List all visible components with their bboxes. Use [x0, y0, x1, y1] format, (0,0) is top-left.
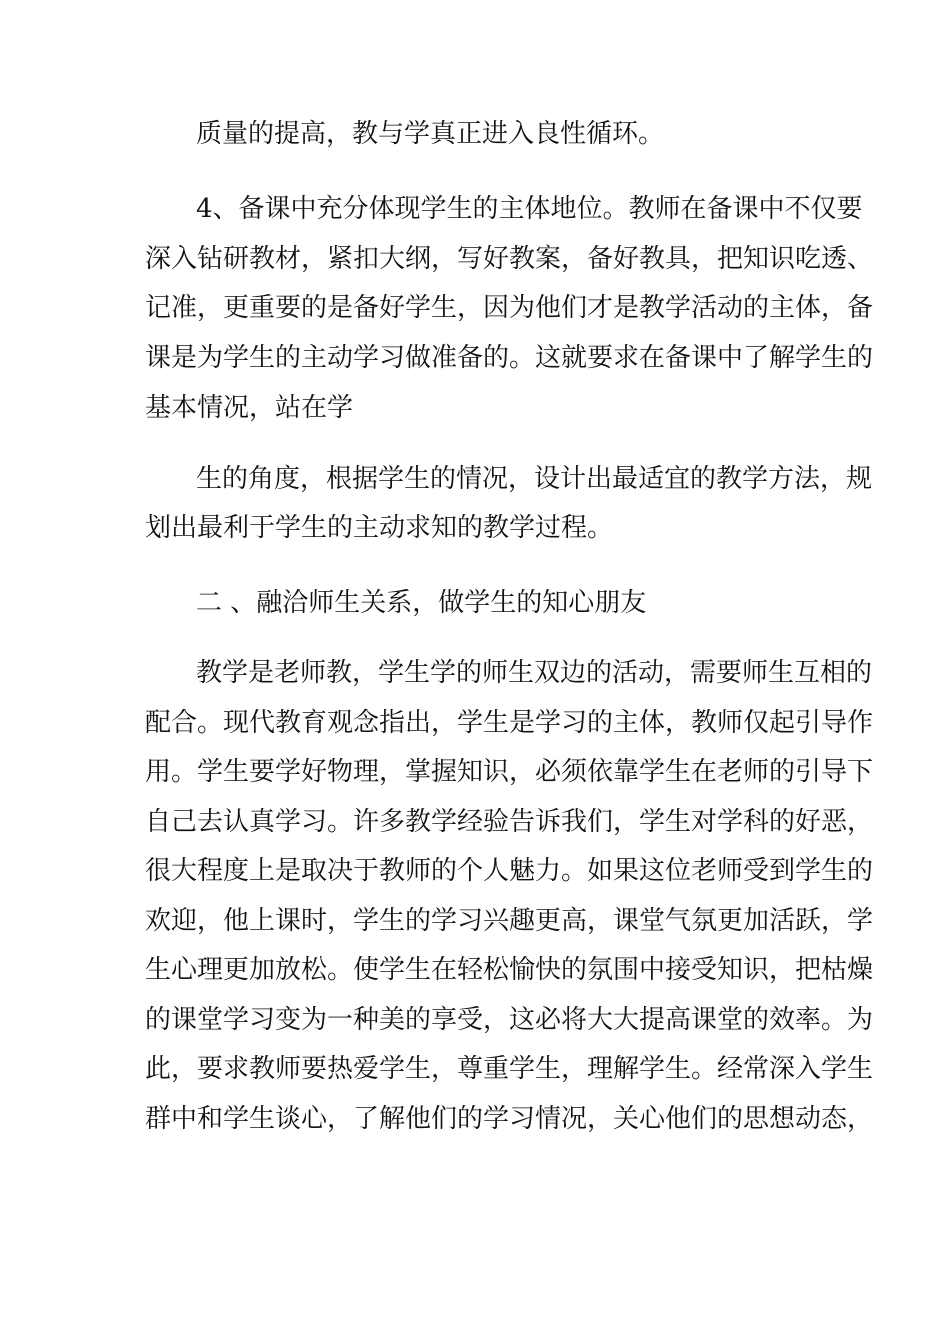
paragraph-line: 4、备课中充分体现学生的主体地位。教师在备课中不仅要: [196, 194, 863, 224]
paragraph-line: 群中和学生谈心，了解他们的学习情况，关心他们的思想动态，: [145, 1104, 874, 1134]
paragraph-line: 质量的提高，教与学真正进入良性循环。: [196, 119, 665, 149]
paragraph-line: 课是为学生的主动学习做准备的。这就要求在备课中了解学生的: [145, 343, 874, 373]
paragraph-line: 基本情况，站在学: [145, 393, 354, 423]
paragraph-line: 划出最利于学生的主动求知的教学过程。: [145, 513, 614, 543]
paragraph-line: 配合。现代教育观念指出，学生是学习的主体，教师仅起引导作: [145, 708, 874, 738]
paragraph-line: 很大程度上是取决于教师的个人魅力。如果这位老师受到学生的: [145, 856, 874, 886]
paragraph-line: 深入钻研教材，紧扣大纲，写好教案，备好教具，把知识吃透、: [145, 244, 874, 274]
paragraph-line: 自己去认真学习。许多教学经验告诉我们，学生对学科的好恶，: [145, 807, 874, 837]
paragraph-line: 生的角度，根据学生的情况，设计出最适宜的教学方法，规: [196, 464, 873, 494]
paragraph-line: 生心理更加放松。使学生在轻松愉快的氛围中接受知识，把枯燥: [145, 955, 874, 985]
paragraph-line: 此，要求教师要热爱学生，尊重学生，理解学生。经常深入学生: [145, 1054, 874, 1084]
paragraph-line: 记准，更重要的是备好学生，因为他们才是教学活动的主体，备: [145, 293, 874, 323]
section-heading: 二 、融洽师生关系，做学生的知心朋友: [196, 588, 647, 618]
paragraph-line: 欢迎，他上课时，学生的学习兴趣更高，课堂气氛更加活跃，学: [145, 906, 874, 936]
paragraph-line: 的课堂学习变为一种美的享受，这必将大大提高课堂的效率。为: [145, 1005, 874, 1035]
paragraph-line: 教学是老师教，学生学的师生双边的活动，需要师生互相的: [196, 658, 873, 688]
paragraph-line: 用。学生要学好物理，掌握知识，必须依靠学生在老师的引导下: [145, 757, 874, 787]
